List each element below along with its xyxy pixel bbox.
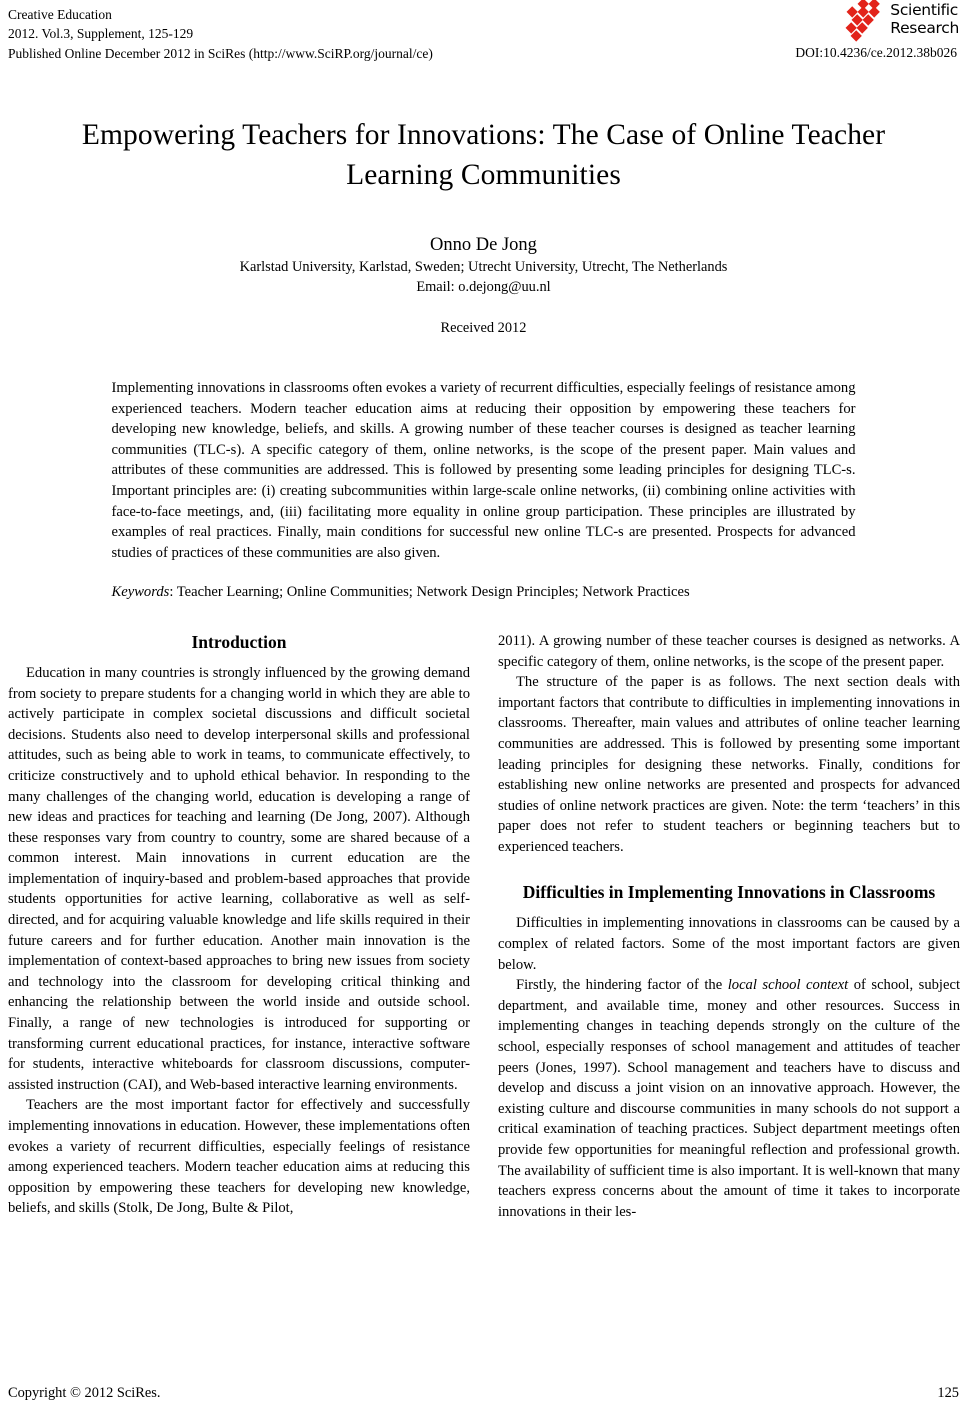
- section-heading-introduction: Introduction: [191, 631, 287, 652]
- body-columns: [8, 631, 959, 1222]
- scientific-research-diamond-logo-icon: [845, 0, 885, 40]
- journal-name: Creative Education: [8, 7, 112, 22]
- author-email: Email: o.dejong@uu.nl: [416, 279, 551, 295]
- paragraph: Education in many countries is strongly influenced by the growing demand from society to prepare students for a changing world in which they are able to actively participate in complex societal discussions and difficult societal decisions. Students also need to develop interpersonal skills and professional attitudes, such as being able to work in teams, to communicate effectively, to criticize constructively and to uphold ethical behavior. In responding to the many challenges of the changing world, education is developing a range of new ideas and practices for teaching and learning (De Jong, 2007). Although these responses vary from country to country, some are shared because of a common interest. Main innovations in current education are the implementation of inquiry-based and problem-based approaches that provide students opportunities for active learning, collaborative as well as self-directed, and for acquiring valuable knowledge and life skills required in their future careers and for further education. Another main innovation is the implementation of context-based approaches to bring new issues from society and technology into the classroom for developing critical thinking and enhancing the relationship between the world inside and outside school. Finally, a range of new technologies is introduced for supporting or transforming current educational practices, for instance, interactive software for students, interactive whiteboards for classroom discussions, computer-assisted instruction (CAI), and Web-based interactive learning environments.: [8, 664, 470, 1093]
- page-number: 125: [937, 1385, 959, 1401]
- author-name: Onno De Jong: [430, 235, 537, 255]
- publisher-logo: [845, 0, 959, 40]
- paragraph: 2011). A growing number of these teacher courses is designed as networks. A specific category of them, online networks, is the scope of the present paper.: [498, 632, 960, 670]
- paragraph: Difficulties in implementing innovations in classrooms can be caused by a complex of related factors. Some of the most important factors are given below.: [498, 915, 960, 973]
- paragraph-part: of school, subject department, and available time, money and other resources. Success in implementing changes in teaching depends strongly on the culture of the school, especially responses of school management and attitudes of teacher peers (Jones, 1997). School management and teachers have to discuss and develop and discuss a joint vision on an innovative approach. However, the existing culture and discourse communities in many schools do not support a critical examination of teaching practices. Subject department meetings often provide few opportunities for meaningful reflection and professional growth. The availability of sufficient time is also important. It is well-known that many teachers express concerns about the amount of time it takes to incorporate innovations in their les-: [498, 977, 960, 1220]
- copyright-text: Copyright © 2012 SciRes.: [8, 1385, 161, 1401]
- right-column: [498, 631, 960, 1222]
- author-affiliation: Karlstad University, Karlstad, Sweden; Utrecht University, Utrecht, The Netherlands: [239, 259, 728, 275]
- author-block: [8, 233, 959, 297]
- publisher-name-line2: Research: [890, 18, 959, 37]
- section-heading-difficulties: Difficulties in Implementing Innovations in Classrooms: [522, 882, 936, 903]
- abstract-text: Implementing innovations in classrooms often evokes a variety of recurrent difficulties, especially feelings of resistance among experienced teachers. Modern teacher education aims at reducing their opposition by empowering these teachers for developing new knowledge, beliefs, and skills. A growing number of these teacher courses is designed as teacher learning communities (TLC-s). A specific category of them, online networks, is the scope of the present paper. Main values and attributes of these communities are addressed. This is followed by presenting some leading principles for designing TLC-s. Important principles are: (i) creating subcommunities within large-scale online networks, (ii) combining online activities with face-to-face meetings, and, (iii) facilitating more equality in online group participation. These principles are illustrated by examples of real practices. Finally, main conditions for successful new online TLC-s are presented. Prospects for advanced studies of practices of these communities are also given.: [111, 380, 856, 561]
- paragraph: Teachers are the most important factor for effectively and successfully implementing innovations in education. However, these implementations often evokes a variety of recurrent difficulties, especially feelings of resistance among experienced teachers. Modern teacher education aims at reducing this opposition by empowering these teachers for developing new knowledge, beliefs, and skills (Stolk, De Jong, Bulte & Pilot,: [8, 1097, 470, 1217]
- paragraph: The structure of the paper is as follows. The next section deals with important factors that contribute to difficulties in implementing innovations in classrooms. Thereafter, main values and attributes of online teacher learning communities are addressed. This is followed by presenting some important leading principles for designing these networks. Finally, conditions for establishing new online networks are presented and prospects for advanced studies of online network practices are given. Note: the term ‘teachers’ in this paper does not refer to student teachers or beginning teachers but to experienced teachers.: [498, 674, 960, 855]
- running-head: [8, 0, 959, 71]
- publisher-name-line1: Scientific: [890, 1, 958, 19]
- emphasis-local-school-context: local school context: [727, 977, 849, 994]
- publisher-name: [890, 0, 959, 37]
- page-footer: [8, 1384, 959, 1403]
- received-date: Received 2012: [440, 320, 527, 336]
- left-column: [8, 631, 470, 1219]
- journal-published: Published Online December 2012 in SciRes (http://www.SciRP.org/journal/ce): [8, 45, 433, 61]
- doi-text: DOI:10.4236/ce.2012.38b026: [795, 45, 957, 60]
- paragraph-part: Firstly, the hindering factor of the: [516, 977, 728, 994]
- page-title: Empowering Teachers for Innovations: The Case of Online Teacher Learning Communities: [81, 119, 886, 191]
- keywords-line: [112, 582, 856, 603]
- paragraph: [498, 975, 960, 1222]
- keywords-label: Keywords: [111, 584, 170, 601]
- keywords-value: : Teacher Learning; Online Communities; Network Design Principles; Network Practices: [169, 584, 690, 601]
- journal-issue: 2012. Vol.3, Supplement, 125-129: [8, 26, 194, 42]
